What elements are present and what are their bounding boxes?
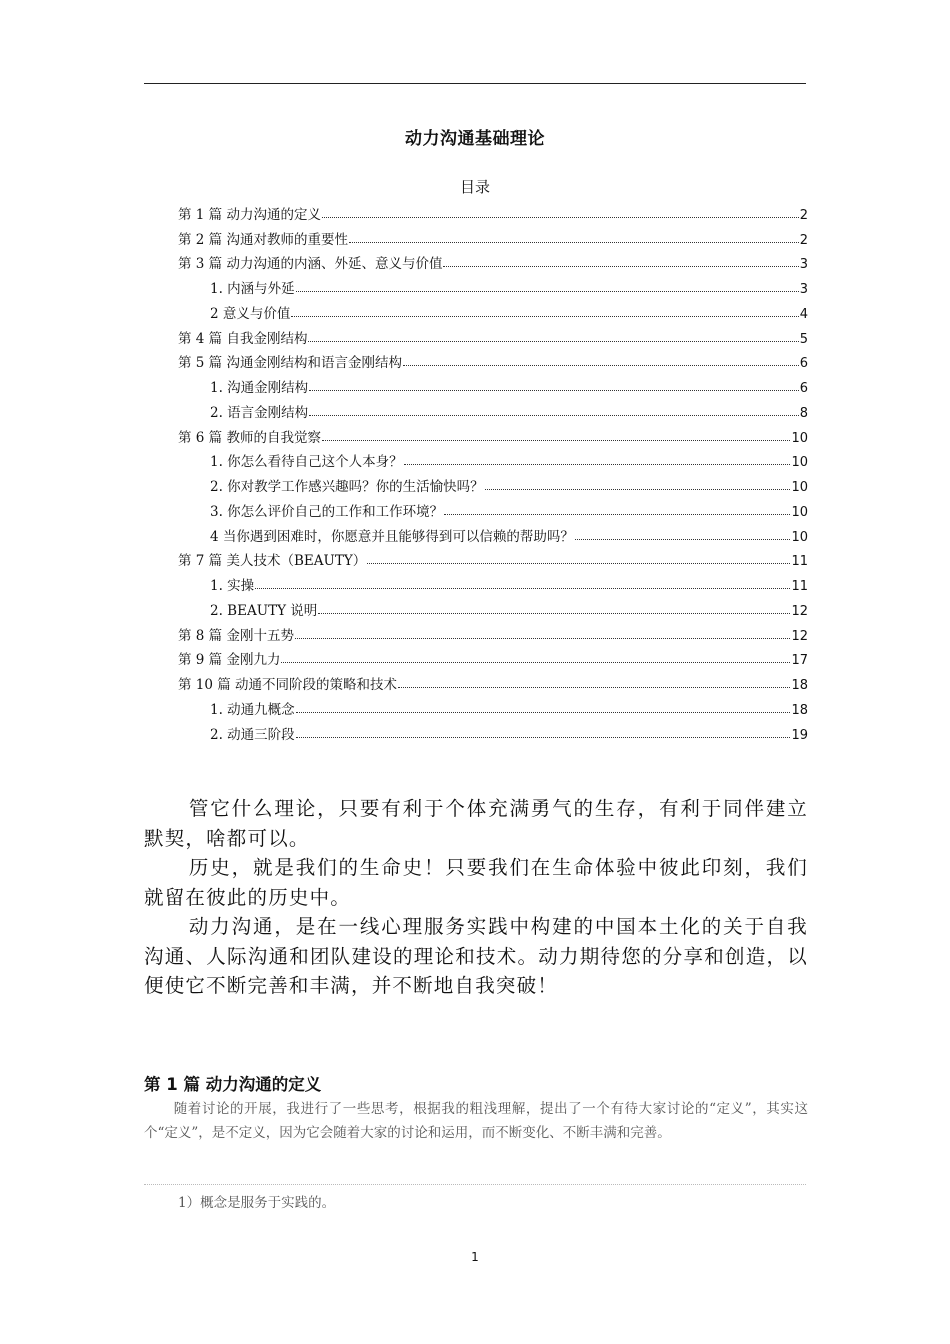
toc-entry[interactable] bbox=[178, 644, 808, 669]
toc-entry-page: 19 bbox=[791, 727, 808, 743]
toc-dot-leader bbox=[398, 687, 790, 688]
toc-entry[interactable] bbox=[178, 545, 808, 570]
toc-entry-label: 4 当你遇到困难时，你愿意并且能够得到可以信赖的帮助吗？ bbox=[210, 528, 574, 545]
toc-entry[interactable] bbox=[178, 272, 808, 297]
toc-entry-page: 17 bbox=[791, 653, 808, 669]
toc-heading: 目录 bbox=[459, 178, 490, 196]
section-paragraph: 随着讨论的开展，我进行了一些思考，根据我的粗浅理解，提出了一个有待大家讨论的“定义”，其实这个“定义”，是不定义，因为它会随着大家的讨论和运用，而不断变化、不断丰满和完善。 bbox=[144, 1101, 808, 1141]
table-of-contents bbox=[178, 198, 808, 743]
toc-entry-page: 10 bbox=[791, 480, 808, 495]
intro-paragraphs bbox=[144, 794, 808, 1001]
toc-entry-label: 1. 内涵与外延 bbox=[210, 281, 295, 297]
toc-entry[interactable] bbox=[178, 446, 808, 471]
toc-entry[interactable] bbox=[178, 198, 808, 223]
toc-entry-page: 10 bbox=[791, 504, 808, 520]
toc-entry-label: 2 意义与价值 bbox=[210, 305, 291, 322]
toc-entry-label: 1. 你怎么看待自己这个人本身？ bbox=[210, 454, 403, 471]
toc-entry-page: 10 bbox=[791, 529, 808, 545]
toc-entry[interactable] bbox=[178, 322, 808, 347]
toc-entry-page: 10 bbox=[791, 430, 808, 446]
toc-entry-page: 5 bbox=[799, 331, 808, 347]
toc-entry-page: 6 bbox=[799, 381, 808, 396]
toc-dot-leader bbox=[308, 341, 798, 342]
toc-entry-label: 第 1 篇 动力沟通的定义 bbox=[178, 206, 321, 223]
toc-dot-leader bbox=[295, 638, 790, 639]
page-number: 1 bbox=[471, 1250, 479, 1264]
toc-entry[interactable] bbox=[178, 297, 808, 322]
toc-entry-page: 2 bbox=[799, 232, 808, 248]
toc-dot-leader bbox=[309, 390, 799, 391]
toc-dot-leader bbox=[367, 563, 790, 564]
toc-entry[interactable] bbox=[178, 495, 808, 520]
toc-entry[interactable] bbox=[178, 718, 808, 743]
toc-entry-label: 2. 语言金刚结构 bbox=[210, 404, 309, 421]
toc-entry-label: 3. 你怎么评价自己的工作和工作环境？ bbox=[210, 503, 444, 520]
toc-entry-page: 18 bbox=[791, 678, 808, 693]
toc-entry-page: 3 bbox=[799, 257, 808, 273]
toc-entry-page: 4 bbox=[799, 306, 808, 322]
toc-dot-leader bbox=[404, 464, 791, 465]
section-body bbox=[144, 1097, 808, 1145]
toc-dot-leader bbox=[296, 737, 791, 738]
toc-entry-page: 11 bbox=[791, 554, 808, 570]
toc-entry-page: 12 bbox=[791, 603, 808, 619]
toc-dot-leader bbox=[291, 316, 798, 317]
toc-dot-leader bbox=[296, 291, 799, 292]
toc-entry[interactable] bbox=[178, 248, 808, 273]
toc-dot-leader bbox=[485, 489, 791, 490]
toc-entry[interactable] bbox=[178, 619, 808, 644]
toc-entry-page: 6 bbox=[799, 356, 808, 372]
intro-paragraph: 历史，就是我们的生命史！只要我们在生命体验中彼此印刻，我们就留在彼此的历史中。 bbox=[144, 856, 808, 909]
toc-entry[interactable] bbox=[178, 223, 808, 248]
toc-entry-label: 2. BEAUTY 说明 bbox=[210, 602, 318, 619]
toc-entry-label: 第 6 篇 教师的自我觉察 bbox=[178, 429, 321, 446]
toc-entry-page: 3 bbox=[799, 282, 808, 297]
toc-dot-leader bbox=[322, 440, 790, 441]
toc-dot-leader bbox=[444, 514, 790, 515]
toc-entry[interactable] bbox=[178, 470, 808, 495]
toc-dot-leader bbox=[318, 613, 790, 614]
toc-dot-leader bbox=[281, 662, 790, 663]
toc-entry-label: 第 10 篇 动通不同阶段的策略和技术 bbox=[178, 677, 398, 693]
toc-entry-label: 1. 动通九概念 bbox=[210, 701, 295, 718]
toc-dot-leader bbox=[403, 365, 799, 366]
toc-dot-leader bbox=[296, 712, 791, 713]
toc-entry-page: 2 bbox=[799, 207, 808, 223]
intro-paragraph: 管它什么理论，只要有利于个体充满勇气的生存，有利于同伴建立默契，啥都可以。 bbox=[144, 797, 808, 850]
toc-entry-label: 2. 你对教学工作感兴趣吗？你的生活愉快吗？ bbox=[210, 479, 484, 495]
toc-entry[interactable] bbox=[178, 569, 808, 594]
intro-paragraph: 动力沟通，是在一线心理服务实践中构建的中国本土化的关于自我沟通、人际沟通和团队建设的理论和技术。动力期待您的分享和创造，以便使它不断完善和丰满，并不断地自我突破！ bbox=[144, 915, 808, 997]
toc-entry-label: 第 3 篇 动力沟通的内涵、外延、意义与价值 bbox=[178, 256, 443, 273]
dotted-divider bbox=[144, 1184, 806, 1185]
toc-dot-leader bbox=[575, 539, 791, 540]
toc-entry[interactable] bbox=[178, 594, 808, 619]
toc-entry-label: 2. 动通三阶段 bbox=[210, 726, 295, 743]
document-title: 动力沟通基础理论 bbox=[405, 129, 545, 149]
toc-entry-page: 18 bbox=[791, 702, 808, 718]
toc-entry-page: 8 bbox=[799, 405, 808, 421]
toc-dot-leader bbox=[443, 266, 798, 267]
header-rule bbox=[144, 83, 806, 84]
toc-entry[interactable] bbox=[178, 371, 808, 396]
toc-entry-label: 第 9 篇 金刚九力 bbox=[178, 652, 281, 669]
toc-entry[interactable] bbox=[178, 668, 808, 693]
toc-dot-leader bbox=[255, 588, 790, 589]
toc-entry-label: 第 8 篇 金刚十五势 bbox=[178, 627, 294, 644]
toc-entry[interactable] bbox=[178, 347, 808, 372]
toc-entry-label: 第 2 篇 沟通对教师的重要性 bbox=[178, 231, 348, 248]
toc-entry-page: 10 bbox=[791, 455, 808, 471]
toc-entry-label: 第 7 篇 美人技术（BEAUTY） bbox=[178, 553, 367, 570]
toc-entry-label: 第 5 篇 沟通金刚结构和语言金刚结构 bbox=[178, 355, 402, 372]
toc-entry[interactable] bbox=[178, 693, 808, 718]
toc-dot-leader bbox=[309, 415, 799, 416]
toc-entry[interactable] bbox=[178, 421, 808, 446]
toc-entry-label: 1. 沟通金刚结构 bbox=[210, 380, 309, 396]
toc-entry[interactable] bbox=[178, 396, 808, 421]
section-note: 1）概念是服务于实践的。 bbox=[178, 1195, 336, 1211]
toc-entry-label: 1. 实操 bbox=[210, 578, 255, 594]
section-heading: 第 1 篇 动力沟通的定义 bbox=[144, 1075, 322, 1094]
toc-dot-leader bbox=[322, 217, 799, 218]
toc-entry[interactable] bbox=[178, 520, 808, 545]
toc-entry-page: 11 bbox=[791, 579, 808, 594]
toc-entry-label: 第 4 篇 自我金刚结构 bbox=[178, 330, 308, 347]
toc-entry-page: 12 bbox=[791, 628, 808, 644]
toc-dot-leader bbox=[349, 242, 799, 243]
